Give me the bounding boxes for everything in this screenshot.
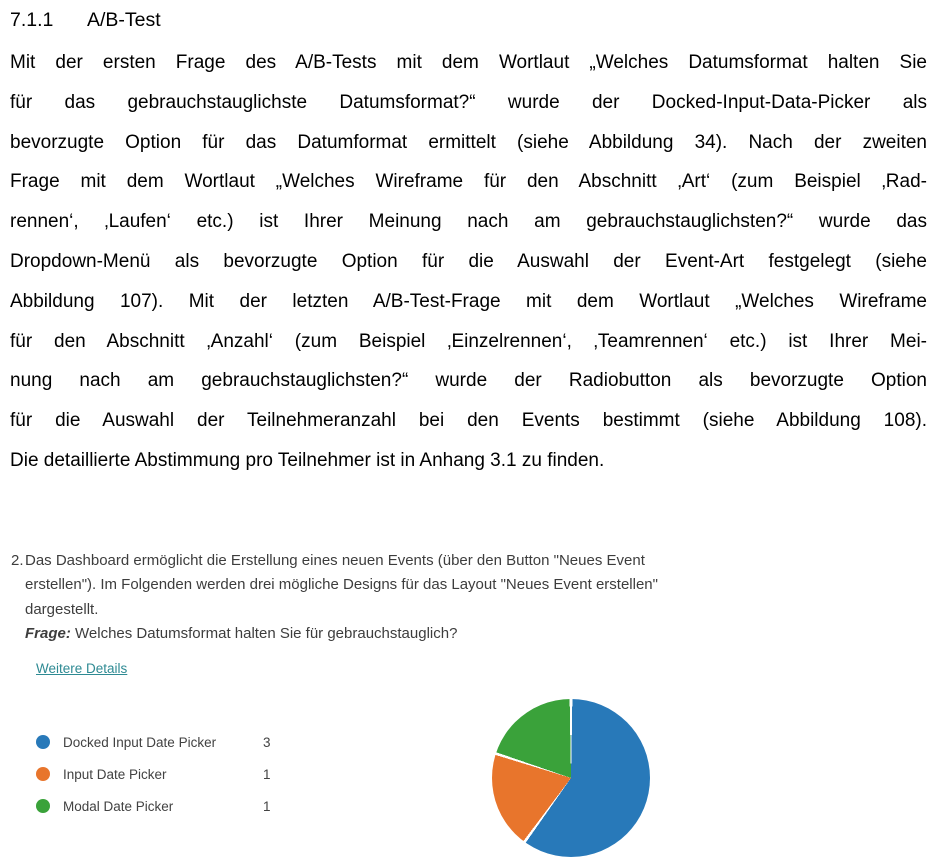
paragraph-line: für die Auswahl der Teilnehmeranzahl bei den Events bestimmt (siehe Abbildung 108). bbox=[10, 410, 927, 432]
legend-value: 3 bbox=[263, 734, 271, 750]
chart-legend bbox=[36, 726, 316, 822]
body-paragraph bbox=[10, 43, 927, 481]
legend-item bbox=[36, 758, 316, 790]
legend-color-dot bbox=[36, 767, 50, 781]
paragraph-line: rennen‘, ‚Laufen‘ etc.) ist Ihrer Meinung nach am gebrauchstauglichsten?“ wurde das bbox=[10, 211, 927, 233]
figure-survey-question bbox=[11, 549, 811, 647]
survey-question-line bbox=[25, 622, 811, 646]
paragraph-line: bevorzugte Option für das Datumformat ermittelt (siehe Abbildung 34). Nach der zweiten bbox=[10, 131, 927, 153]
question-text: Welches Datumsformat halten Sie für gebrauchstauglich? bbox=[75, 625, 458, 643]
pie-chart bbox=[492, 699, 650, 857]
paragraph-line: Abbildung 107). Mit der letzten A/B-Test-Frage mit dem Wortlaut „Welches Wireframe bbox=[10, 290, 927, 312]
survey-description-line: erstellen"). Im Folgenden werden drei mögliche Designs für das Layout "Neues Event erstellen" bbox=[25, 576, 658, 594]
list-number: 2. bbox=[11, 552, 24, 569]
survey-description-line: dargestellt. bbox=[25, 600, 99, 618]
paragraph-line: Frage mit dem Wortlaut „Welches Wireframe für den Abschnitt ‚Art‘ (zum Beispiel ‚Rad- bbox=[10, 171, 927, 193]
legend-label: Docked Input Date Picker bbox=[63, 734, 217, 750]
section-heading-title: A/B-Test bbox=[87, 9, 161, 31]
paragraph-line: für das gebrauchstauglichste Datumsformat?“ wurde der Docked-Input-Data-Picker als bbox=[10, 91, 927, 113]
legend-item bbox=[36, 790, 316, 822]
legend-label: Input Date Picker bbox=[63, 766, 167, 782]
survey-description-line: Das Dashboard ermöglicht die Erstellung eines neuen Events (über den Button "Neues Event bbox=[25, 552, 645, 569]
paragraph-line: Dropdown-Menü als bevorzugte Option für die Auswahl der Event-Art festgelegt (siehe bbox=[10, 250, 927, 272]
legend-label: Modal Date Picker bbox=[63, 798, 174, 814]
paragraph-line: für den Abschnitt ‚Anzahl‘ (zum Beispiel ‚Einzelrennen‘, ‚Teamrennen‘ etc.) ist Ihrer Mei- bbox=[10, 330, 927, 352]
paragraph-line: Mit der ersten Frage des A/B-Tests mit dem Wortlaut „Welches Datumsformat halten Sie bbox=[10, 52, 927, 73]
weitere-details-link[interactable]: Weitere Details bbox=[36, 661, 128, 676]
legend-color-dot bbox=[36, 799, 50, 813]
question-label: Frage: bbox=[25, 625, 71, 643]
section-heading bbox=[10, 9, 161, 32]
legend-value: 1 bbox=[263, 798, 271, 814]
legend-value: 1 bbox=[263, 766, 271, 782]
section-heading-number: 7.1.1 bbox=[10, 9, 54, 31]
legend-color-dot bbox=[36, 735, 50, 749]
legend-item bbox=[36, 726, 316, 758]
paragraph-line: Die detaillierte Abstimmung pro Teilnehmer ist in Anhang 3.1 zu finden. bbox=[10, 449, 605, 471]
paragraph-line: nung nach am gebrauchstauglichsten?“ wurde der Radiobutton als bevorzugte Option bbox=[10, 370, 927, 392]
